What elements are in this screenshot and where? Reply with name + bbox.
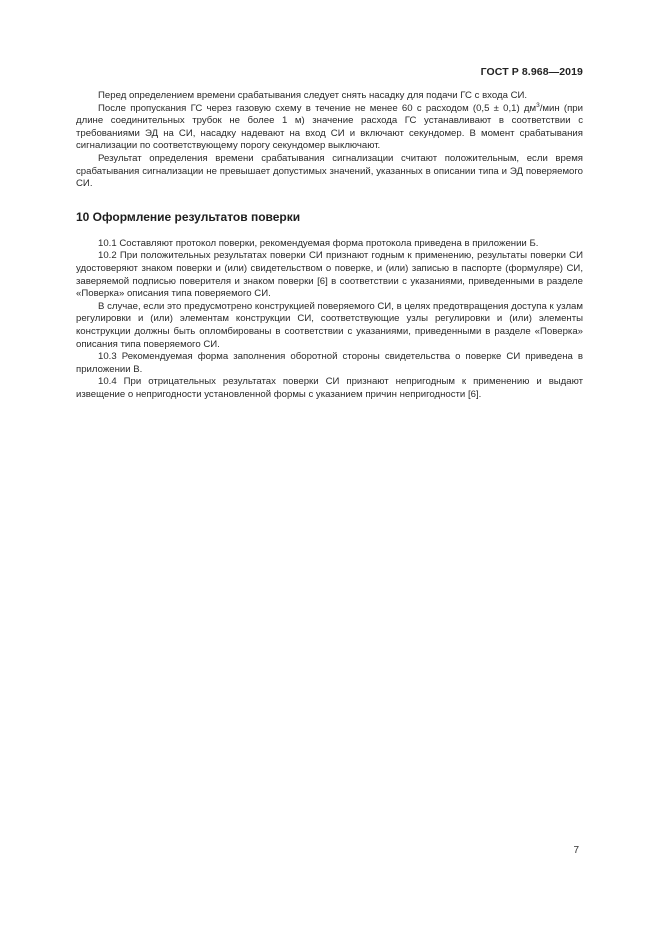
paragraph-gas-flow <box>76 103 583 153</box>
superscript-three: 3 <box>536 101 540 109</box>
section-heading: 10 Оформление результатов поверки <box>76 209 301 224</box>
paragraph-gas-flow-text-2: /мин (при длине соединительных трубок не более 1 м) значение расхода ГС устанавливают в соответствии с требованиями ЭД на СИ, насадку надевают на вход СИ и включают секундомер. В момент срабатывания сигнализации по соответствующему порогу секундомер выключают. <box>76 102 584 152</box>
paragraph-remove-nozzle: Перед определением времени срабатывания следует снять насадку для подачи ГС с входа СИ. <box>98 90 528 101</box>
paragraph-10-3: 10.3 Рекомендуемая форма заполнения оборотной стороны свидетельства о поверке СИ приведена в приложении В. <box>76 351 583 375</box>
document-code: ГОСТ Р 8.968—2019 <box>480 66 583 78</box>
page-number: 7 <box>573 845 579 856</box>
paragraph-10-4: 10.4 При отрицательных результатах поверки СИ признают непригодным к применению и выдают извещение о непригодности установленной формы с указанием причин непригодности [6]. <box>76 376 583 400</box>
paragraph-gas-flow-text-1: После пропускания ГС через газовую схему в течение не менее 60 с расходом (0,5 ± 0,1) дм <box>98 102 537 114</box>
paragraph-alarm-result: Результат определения времени срабатывания сигнализации считают положительным, если время срабатывания сигнализации не превышает допустимых значений, указанных в описании типа и ЭД поверяемого СИ. <box>76 152 583 190</box>
paragraph-sealing: В случае, если это предусмотрено конструкцией поверяемого СИ, в целях предотвращения доступа к узлам регулировки и (или) элементам конструкции СИ, соответствующие узлы регулировки и (или) элементы конструкции должны быть опломбированы в соответствии с указаниями, приведенными в разделе «Поверка» описания типа поверяемого СИ. <box>76 300 583 350</box>
paragraph-10-1: 10.1 Составляют протокол поверки, рекомендуемая форма протокола приведена в приложении Б. <box>98 237 539 249</box>
paragraph-10-2: 10.2 При положительных результатах поверки СИ признают годным к применению, результаты поверки СИ удостоверяют знаком поверки и (или) свидетельством о поверке, и (или) записью в паспорте (формуляре) СИ, заверяемой подписью поверителя и знаком поверки [6] в соответствии с указаниями, приведенными в разделе «Поверка» описания типа поверяемого СИ. <box>76 250 583 300</box>
page-body <box>76 90 583 401</box>
